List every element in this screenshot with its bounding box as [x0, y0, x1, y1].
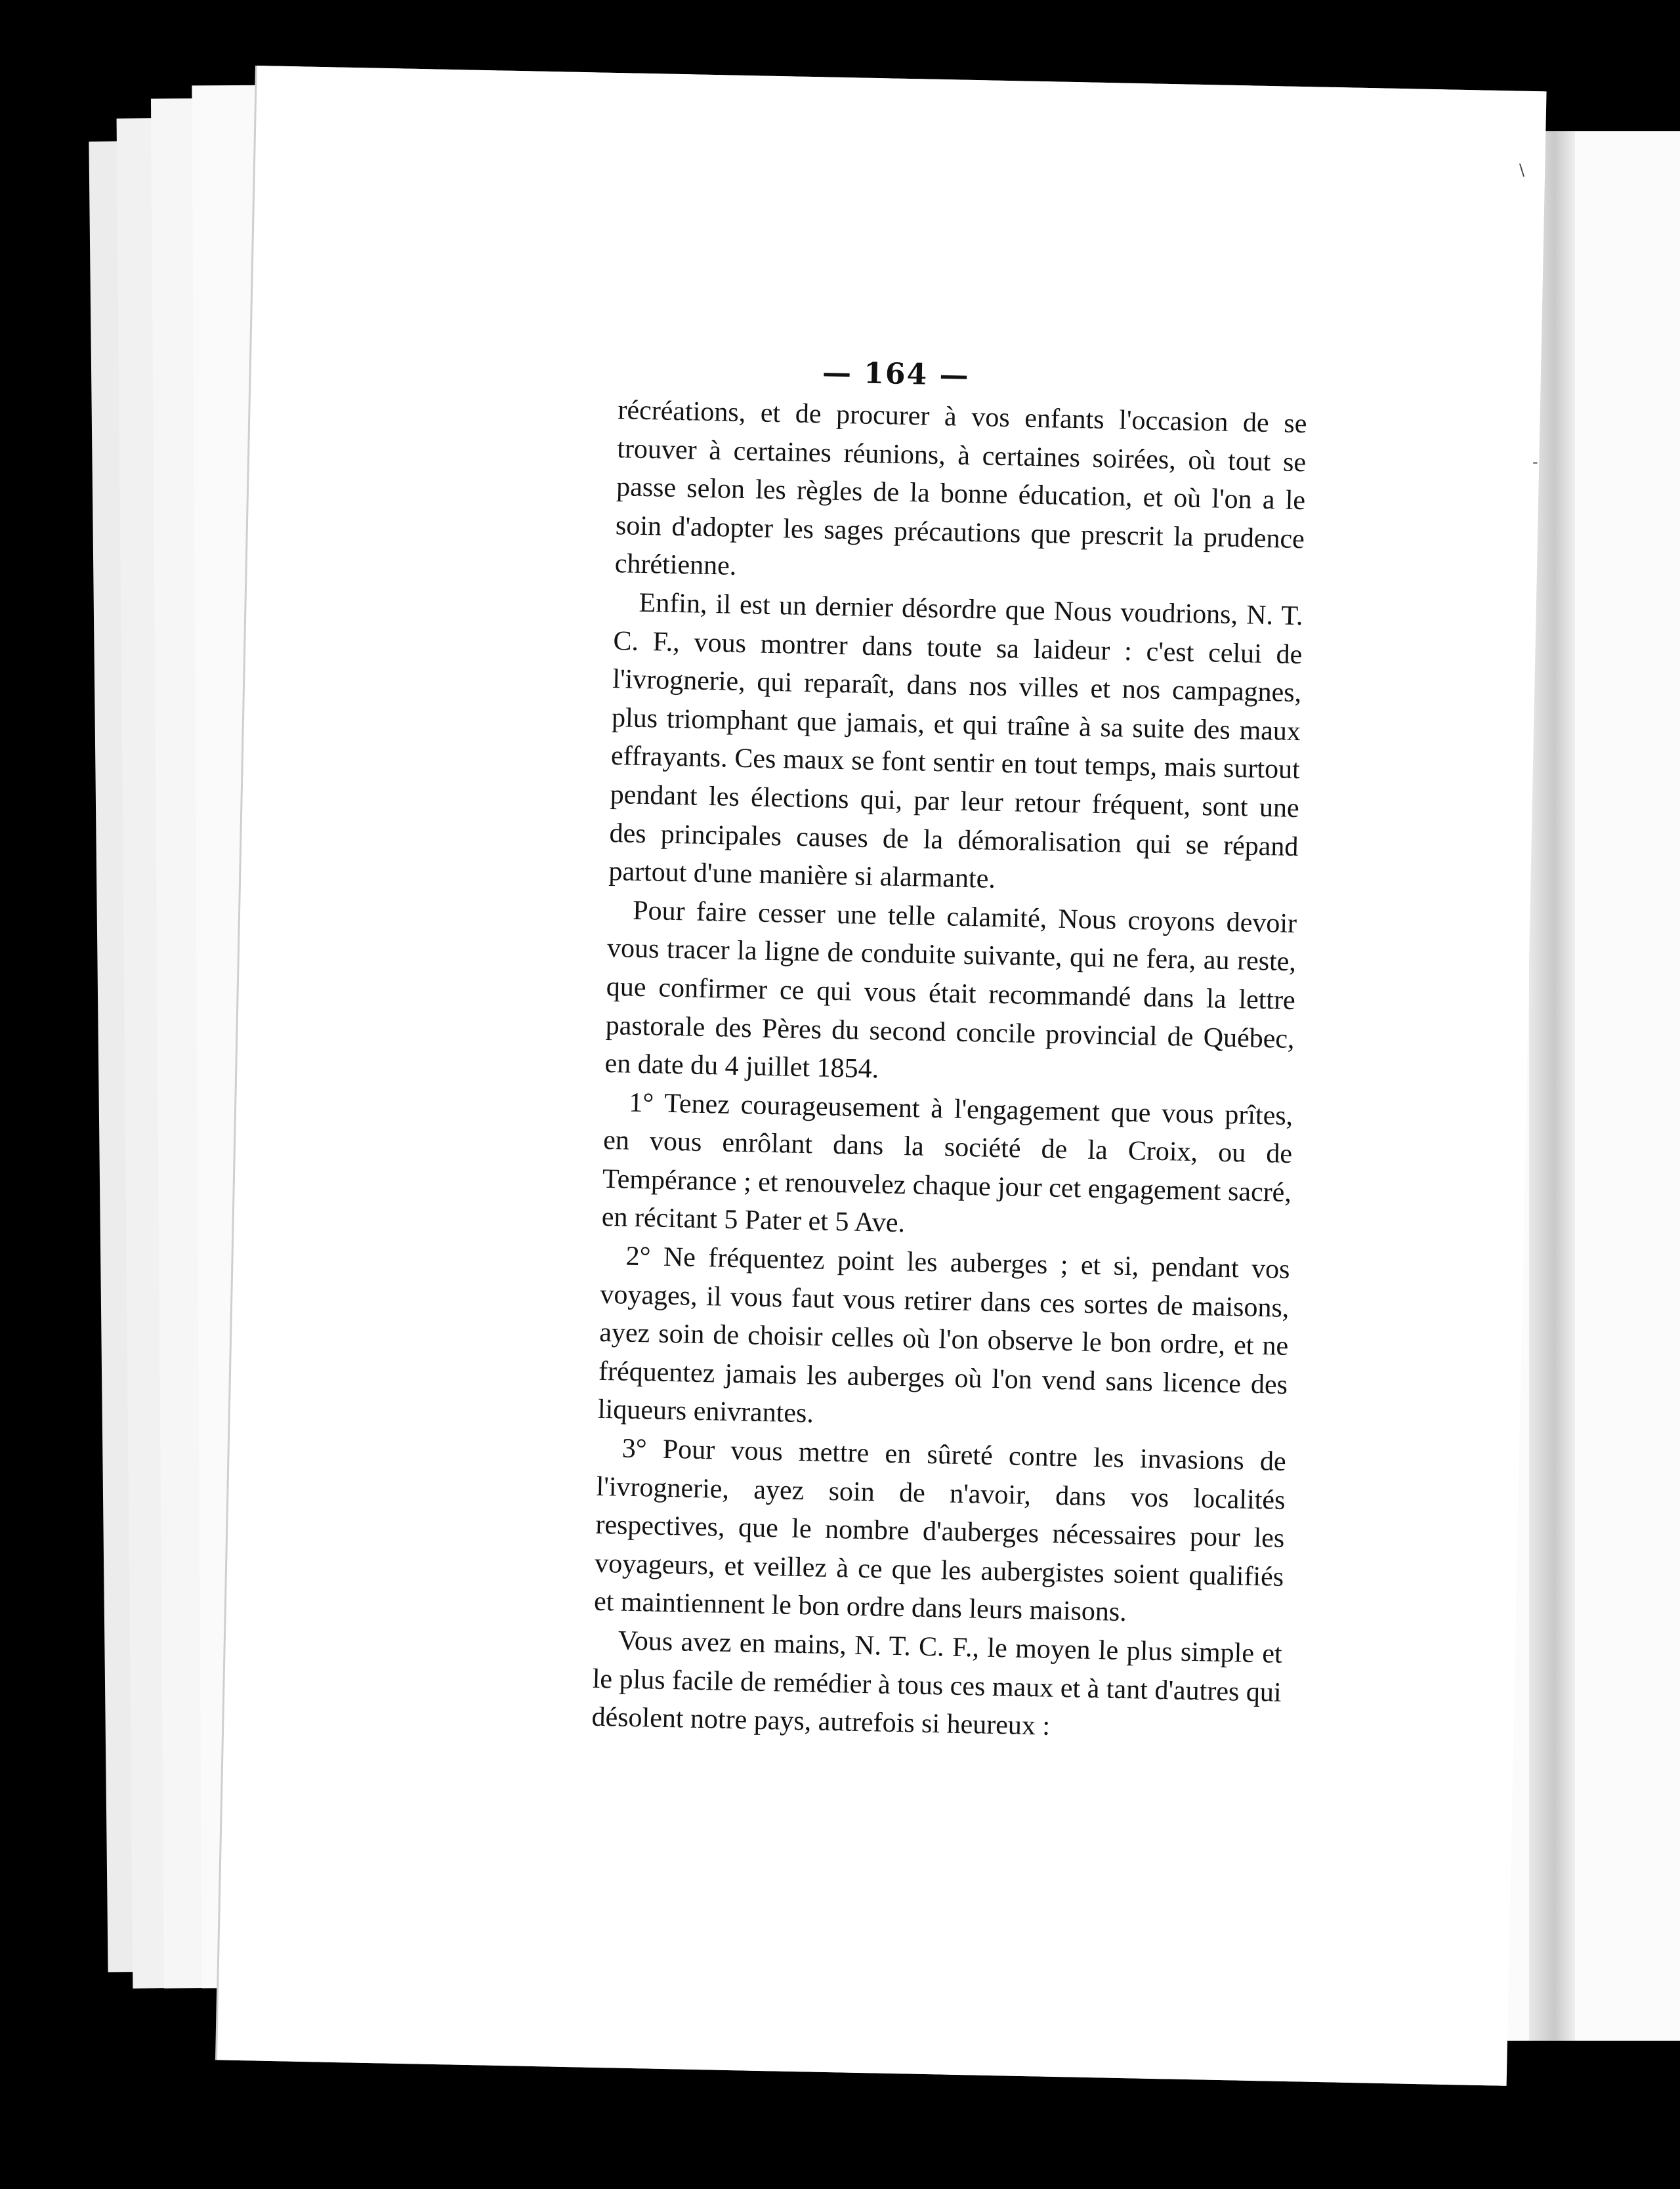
paragraph-ivrognerie: Enfin, il est un dernier désordre que Nous voudrions, N. T. C. F., vous montrer dans toute sa laideur : c'est celui de l'ivrognerie, qui reparaît, dans nos villes et nos campagnes, plus triomphant que jamais, et qui traîne à sa suite des maux effrayants. Ces maux se font sentir en tout temps, mais surtout pendant les élections qui, par leur retour fréquent, sont une des principales causes de la démoralisation qui se répand partout d'une manière si alarmante.: [608, 587, 1303, 894]
paragraph-rule-1: 1° Tenez courageusement à l'engagement que vous prîtes, en vous enrôlant dans la société de la Croix, ou de Tempérance ; et renouvelez chaque jour cet engagement sacré, en récitant 5 Pater et 5 Ave.: [601, 1087, 1293, 1239]
paragraph-calamite: Pour faire cesser une telle calamité, Nous croyons devoir vous tracer la ligne de conduite suivante, qui ne fera, au reste, que confirmer ce qui vous était recommandé dans la lettre pastorale des Pères du second concile provincial de Québec, en date du 4 juillet 1854.: [604, 895, 1297, 1085]
scan-speck: \: [1519, 161, 1525, 179]
paragraph-conclusion: Vous avez en mains, N. T. C. F., le moyen le plus simple et le plus facile de remédier à tous ces maux et à tant d'autres qui désolent notre pays, autrefois si heureux :: [591, 1625, 1283, 1741]
paragraph-rule-3: 3° Pour vous mettre en sûreté contre les invasions de l'ivrognerie, ayez soin de n'avoir, dans vos localités respectives, que le nombre d'auberges nécessaires pour les voyageurs, et veillez à ce que les aubergistes soient qualifiés et maintiennent le bon ordre dans leurs maisons.: [593, 1433, 1287, 1628]
paragraph-continuation: récréations, et de procurer à vos enfants l'occasion de se trouver à certaines réunions, à certaines soirées, où tout se passe selon les règles de la bonne éducation, et où l'on a le soin d'adopter les sages précautions que prescrit la prudence chrétienne.: [614, 395, 1307, 582]
page-body: [591, 391, 1307, 1750]
paragraph-rule-2: 2° Ne fréquentez point les auberges ; et si, pendant vos voyages, il vous faut vous retirer dans ces sortes de maisons, ayez soin de choisir celles où l'on observe le bon ordre, et ne fréquentez jamais les auberges où l'on vend sans licence des liqueurs enivrantes.: [597, 1241, 1290, 1429]
scan-speck: -: [1532, 453, 1538, 471]
book-page: [217, 66, 1547, 2086]
page-number: — 164 —: [822, 356, 970, 392]
